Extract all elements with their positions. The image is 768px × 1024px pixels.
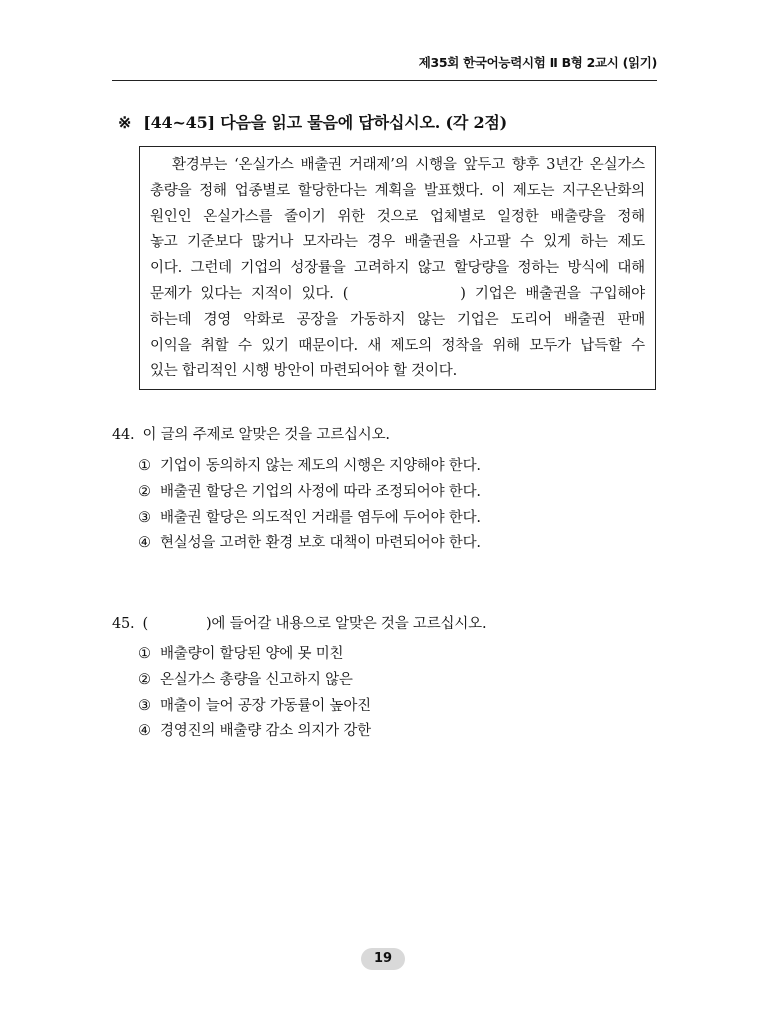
passage-blank-before: 문제가 있다는 지적이 있다. ( <box>150 285 349 302</box>
option-marker: ④ <box>138 535 151 552</box>
page-header <box>112 52 657 81</box>
reference-mark: ※ <box>118 113 132 132</box>
question-45 <box>112 612 486 633</box>
option-marker: ① <box>138 646 151 662</box>
option-text: 온실가스 총량을 신고하지 않은 <box>160 671 353 688</box>
option-text: 매출이 늘어 공장 가동률이 높아진 <box>160 697 371 714</box>
option-4[interactable] <box>138 719 371 745</box>
passage-line: 원인인 온실가스를 줄이기 위한 것으로 업체별로 일정한 배출량을 정해 <box>150 208 645 225</box>
question-number: 45. <box>112 616 135 632</box>
option-text: 현실성을 고려한 환경 보호 대책이 마련되어야 한다. <box>160 535 481 552</box>
option-marker: ① <box>138 458 151 474</box>
passage-blank-after: ) 기업은 배출권을 구입해야 <box>460 285 645 302</box>
section-instruction <box>118 110 507 133</box>
option-text: 기업이 동의하지 않는 제도의 시행은 지양해야 한다. <box>160 458 481 474</box>
page-number: 19 <box>361 948 405 970</box>
option-3[interactable] <box>138 506 481 532</box>
passage-line: 있는 합리적인 시행 방안이 마련되어야 할 것이다. <box>150 363 458 380</box>
option-marker: ② <box>138 671 151 688</box>
option-3[interactable] <box>138 694 371 720</box>
passage-line: 환경부는 ‘온실가스 배출권 거래제’의 시행을 앞두고 향후 3년간 온실가스 <box>172 157 645 173</box>
question-text: 이 글의 주제로 알맞은 것을 고르십시오. <box>142 427 390 443</box>
option-4[interactable] <box>138 531 481 557</box>
option-marker: ② <box>138 483 151 500</box>
option-1[interactable] <box>138 454 481 480</box>
instruction-text: [44~45] 다음을 읽고 물음에 답하십시오. (각 2점) <box>143 113 508 132</box>
option-text: 배출권 할당은 기업의 사정에 따라 조정되어야 한다. <box>160 483 481 500</box>
question-44 <box>112 423 390 444</box>
passage-line: 총량을 정해 업종별로 할당한다는 계획을 발표했다. 이 제도는 지구온난화의 <box>150 182 645 199</box>
question-text: )에 들어갈 내용으로 알맞은 것을 고르십시오. <box>205 616 487 632</box>
option-2[interactable] <box>138 480 481 506</box>
option-2[interactable] <box>138 668 371 694</box>
exam-title: 제35회 한국어능력시험 Ⅱ B형 2교시 (읽기) <box>418 55 657 70</box>
passage-line: 하는데 경영 악화로 공장을 가동하지 않는 기업은 도리어 배출권 판매 <box>150 311 645 328</box>
option-marker: ③ <box>138 509 151 526</box>
option-1[interactable] <box>138 642 371 668</box>
reading-passage <box>139 146 656 390</box>
passage-line: 이익을 취할 수 있기 때문이다. 새 제도의 정착을 위해 모두가 납득할 수 <box>150 337 645 354</box>
passage-line: 이다. 그런데 기업의 성장률을 고려하지 않고 할당량을 정하는 방식에 대해 <box>150 260 645 277</box>
passage-line: 놓고 기준보다 많거나 모자라는 경우 배출권을 사고팔 수 있게 하는 제도 <box>150 234 645 251</box>
option-text: 경영진의 배출량 감소 의지가 강한 <box>160 723 371 740</box>
option-marker: ③ <box>138 697 151 714</box>
question-45-options <box>138 642 371 745</box>
option-text: 배출권 할당은 의도적인 거래를 염두에 두어야 한다. <box>160 509 481 526</box>
option-marker: ④ <box>138 723 151 740</box>
question-44-options <box>138 454 481 557</box>
passage-blank-line <box>150 282 645 308</box>
option-text: 배출량이 할당된 양에 못 미친 <box>160 646 344 662</box>
question-blank-open: ( <box>142 616 148 632</box>
question-number: 44. <box>112 427 135 443</box>
